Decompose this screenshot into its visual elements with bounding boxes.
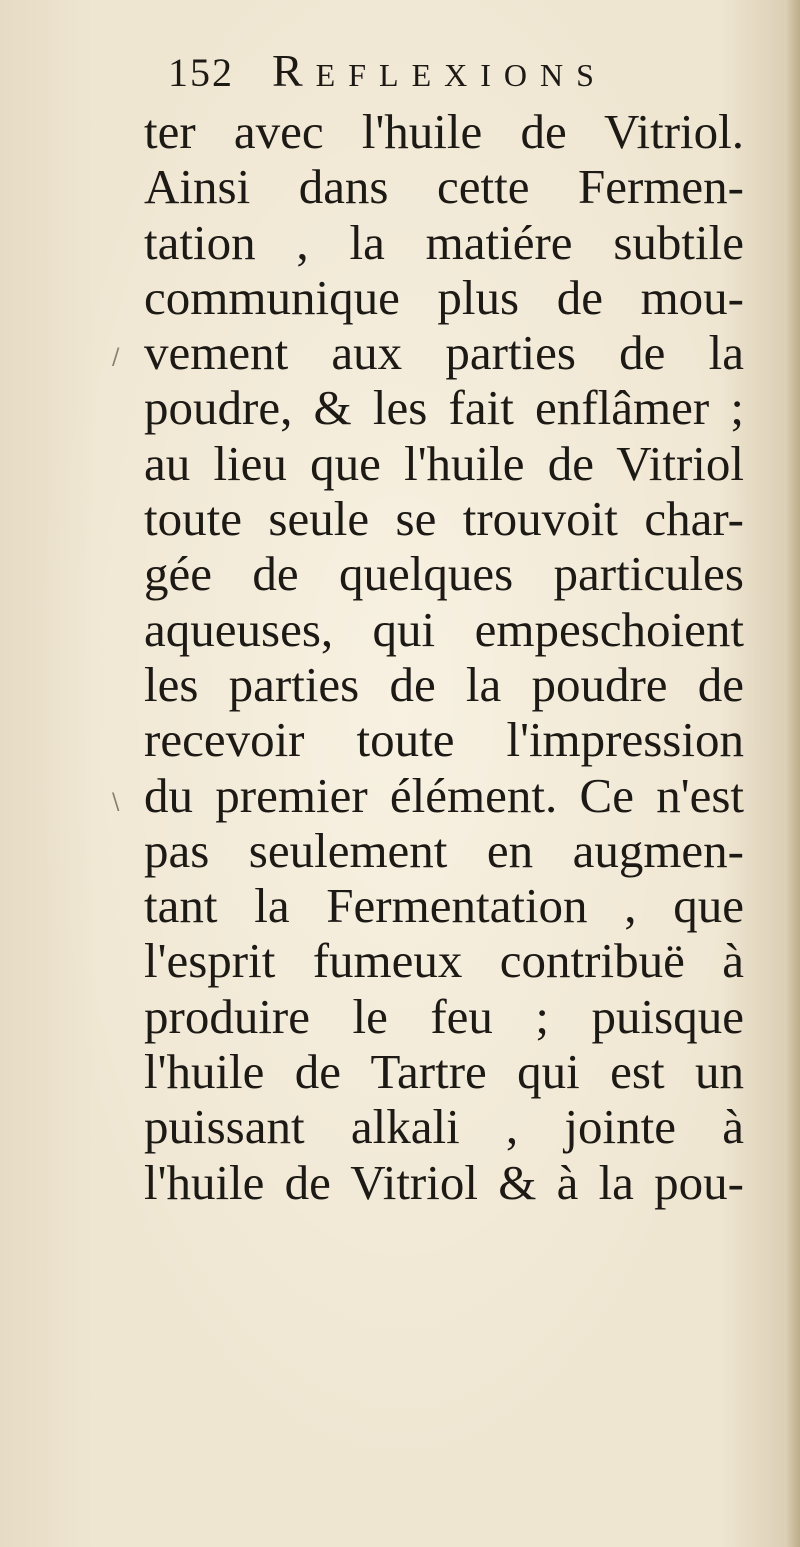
text-line: pas seulement en augmen- xyxy=(144,822,744,878)
text-line: aqueuses, qui empeschoient xyxy=(144,601,744,657)
margin-tick: \ xyxy=(112,790,120,815)
text-line: tant la Fermentation , que xyxy=(144,878,744,934)
text-line: l'huile de Tartre qui est un xyxy=(144,1044,744,1100)
text-line: recevoir toute l'impression xyxy=(144,712,744,768)
body-text xyxy=(144,104,744,1210)
page-number: 152 xyxy=(168,50,234,95)
text-line: tation , la matiére subtile xyxy=(144,214,744,270)
text-line: puissant alkali , jointe à xyxy=(144,1099,744,1155)
text-line: poudre, & les fait enflâmer ; xyxy=(144,380,744,436)
margin-tick: / xyxy=(112,345,120,370)
text-line: communique plus de mou- xyxy=(144,269,744,325)
text-line: Ainsi dans cette Fermen- xyxy=(144,159,744,215)
text-line: l'esprit fumeux contribuë à xyxy=(144,933,744,989)
text-line: produire le feu ; puisque xyxy=(144,988,744,1044)
text-line: vement aux parties de la xyxy=(144,325,744,381)
running-title: Reflexions xyxy=(272,45,607,96)
text-line: toute seule se trouvoit char- xyxy=(144,491,744,547)
text-line: gée de quelques particules xyxy=(144,546,744,602)
text-line: les parties de la poudre de xyxy=(144,656,744,712)
text-line: ter avec l'huile de Vitriol. xyxy=(144,104,744,159)
running-header xyxy=(168,44,688,96)
page-edge-shadow xyxy=(786,0,800,1547)
text-line: au lieu que l'huile de Vitriol xyxy=(144,435,744,491)
text-line: du premier élément. Ce n'est xyxy=(144,767,744,823)
text-line: l'huile de Vitriol & à la pou- xyxy=(144,1154,744,1210)
